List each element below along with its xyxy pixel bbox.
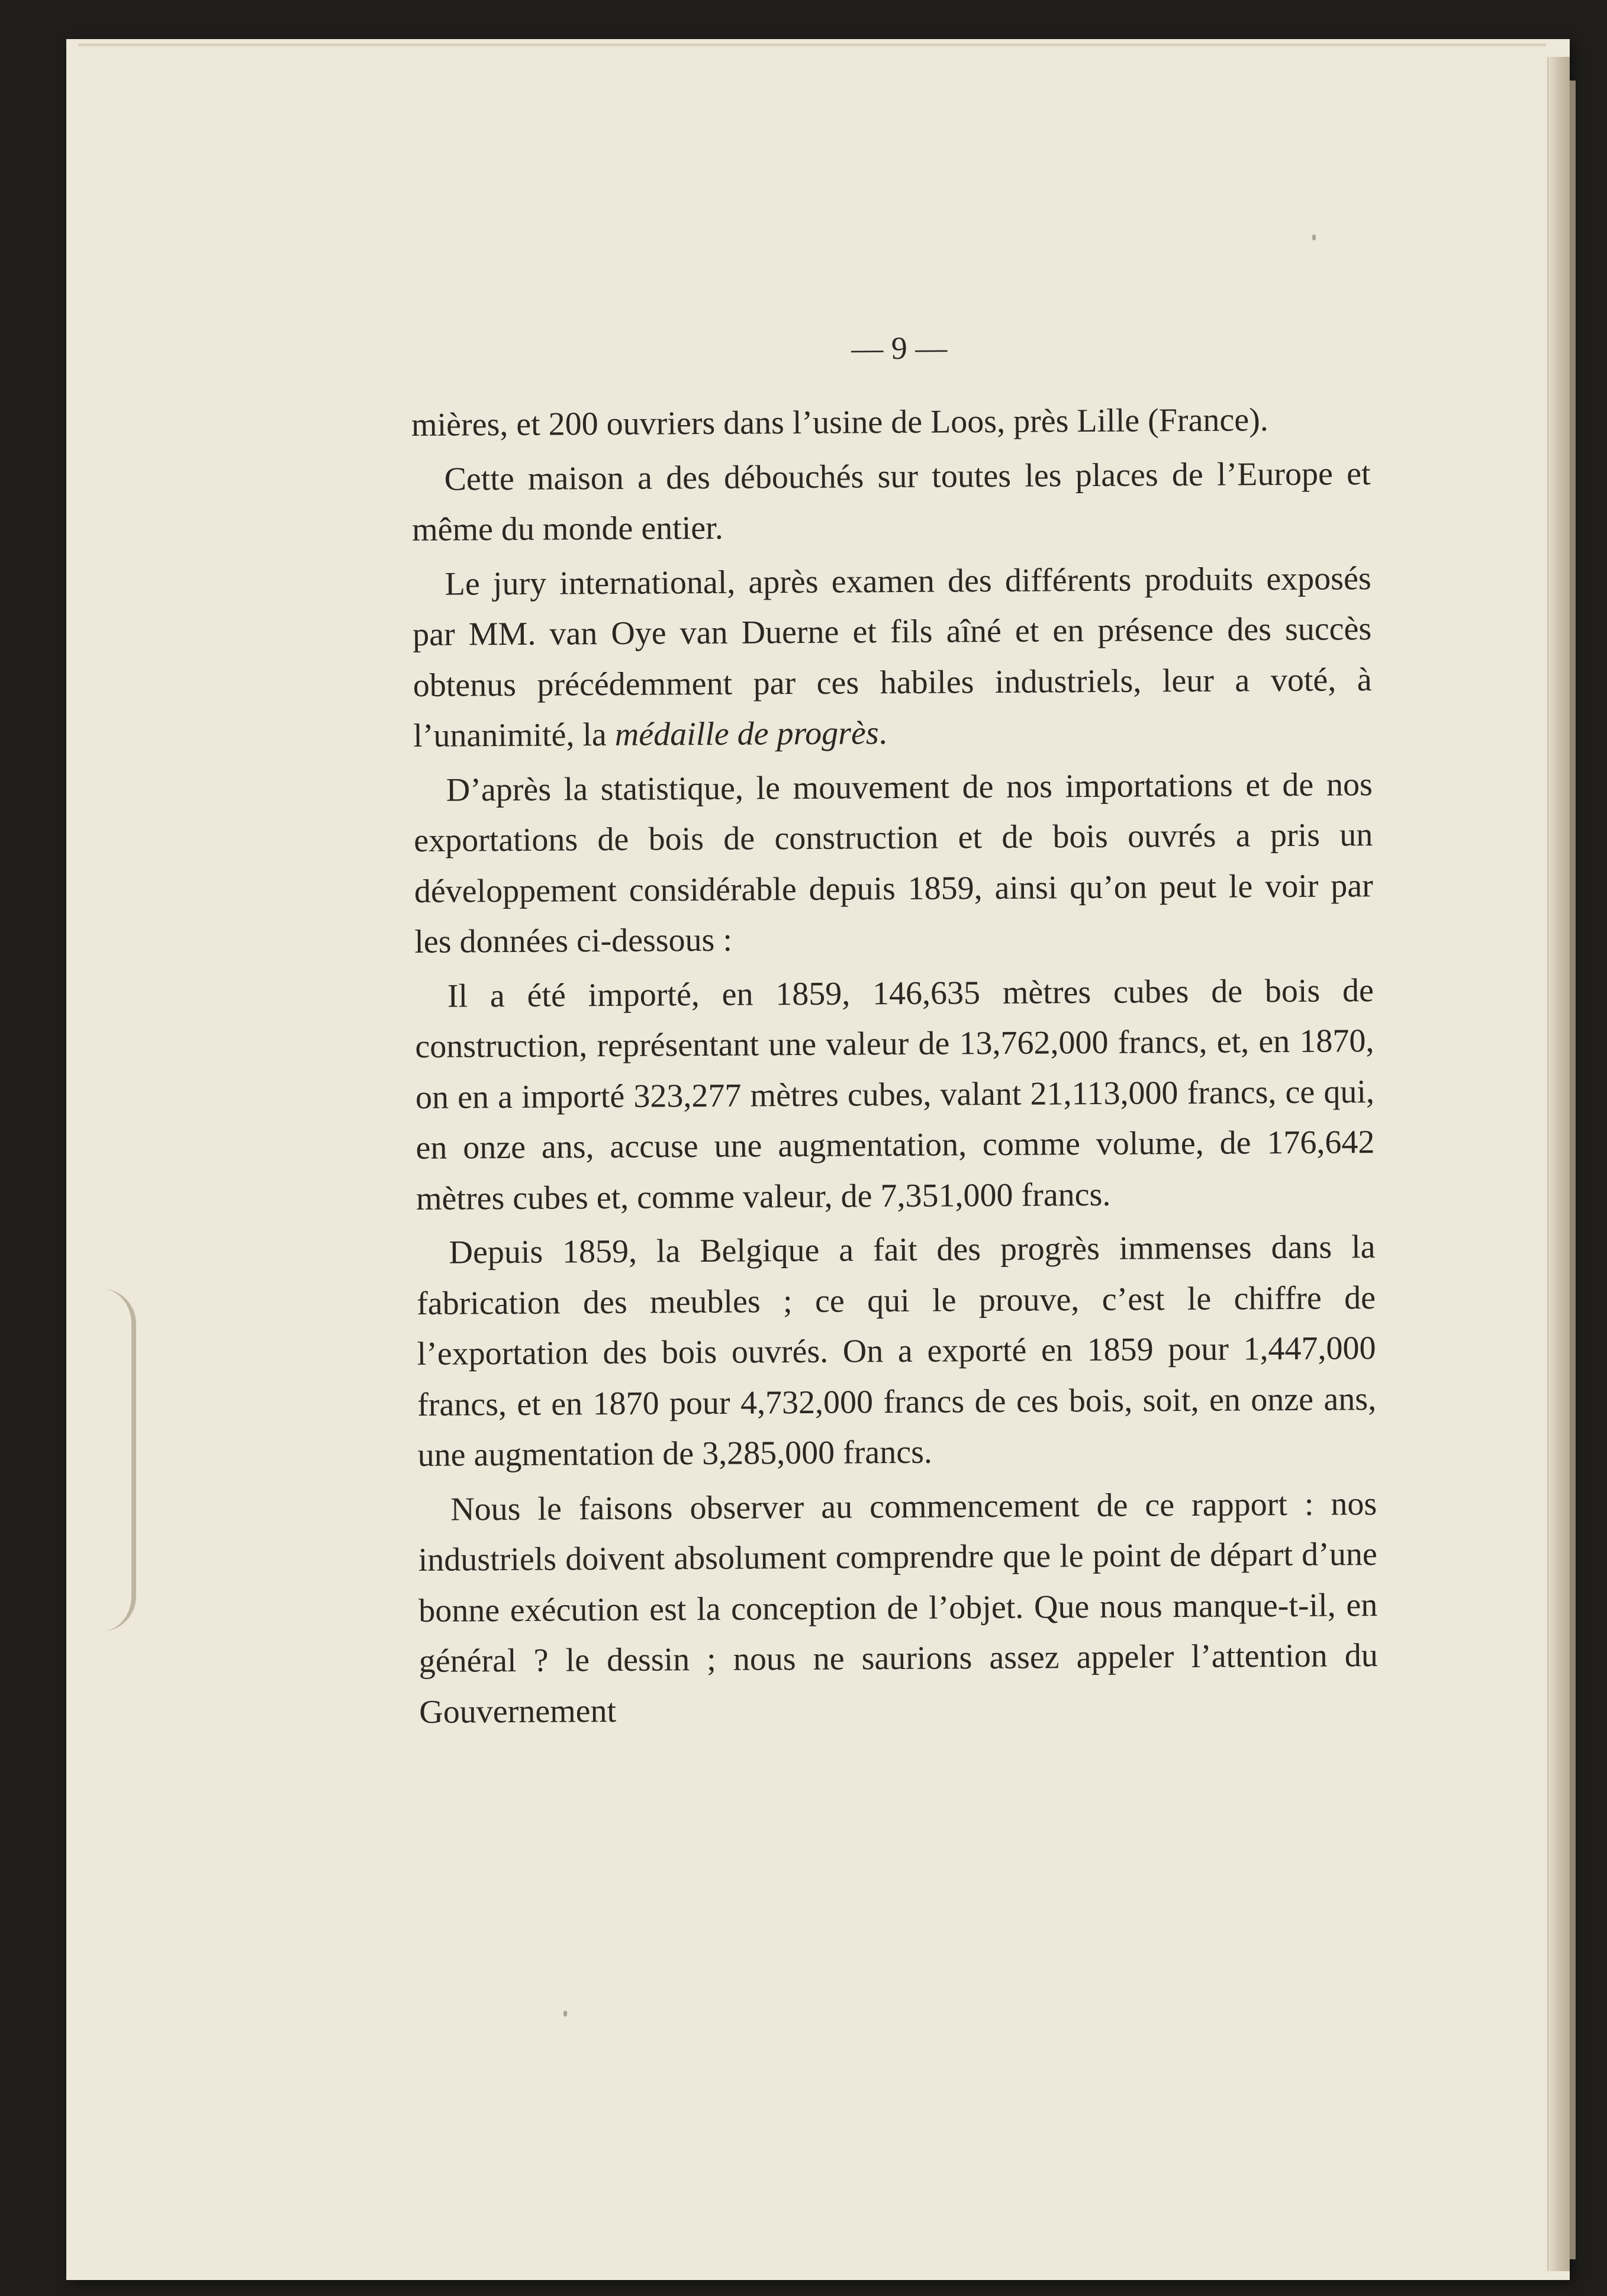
italic-text-segment: médaille de progrès (614, 715, 879, 753)
body-text (411, 320, 1379, 1738)
paragraph (412, 554, 1372, 762)
page-fore-edge (1547, 57, 1570, 2271)
page-fore-edge-shadow (1570, 81, 1576, 2259)
text-segment: Nous le faisons observer au commencement de ce rapport : nos industriels doivent absolument comprendre que le point de départ d’une bonne exécution est la conception de l’objet. Que nous manque-t-il, en général ? le dessin ; nous ne saurions assez appeler l’attention du Gouvernement (418, 1485, 1378, 1731)
text-segment: mières, et 200 ouvriers dans l’usine de Loos, près Lille (France). (411, 401, 1268, 443)
text-segment: Cette maison a des débouchés sur toutes les places de l’Europe et même du monde entier. (411, 455, 1371, 548)
text-segment: Depuis 1859, la Belgique a fait des progrès immenses dans la fabrication des meubles ; ce qui le prouve, c’est le chiffre de l’exportation des bois ouvrés. On a exporté en 1859 pour 1,447,000 francs, et en 1870 pour 4,732,000 francs de ces bois, soit, en onze ans, une augmentation de 3,285,000 francs. (416, 1229, 1377, 1474)
paragraph-list (411, 394, 1379, 1738)
text-segment: D’après la statistique, le mouvement de nos importations et de nos exportations de bois de construction et de bois ouvrés a pris un développement considérable depuis 1859, ainsi qu’on peut le voir par les données ci-dessous : (414, 766, 1373, 960)
paragraph (411, 394, 1370, 451)
text-segment: Il a été importé, en 1859, 146,635 mètres cubes de bois de construction, représentant une valeur de 13,762,000 francs, et, en 1870, on en a importé 323,277 mètres cubes, valant 21,113,000 francs, ce qui, en onze ans, accuse une augmentation, comme volume, de 176,642 mètres cubes et, comme valeur, de 7,351,000 francs. (415, 972, 1375, 1217)
paper-speck (563, 2011, 567, 2017)
paragraph (418, 1479, 1379, 1738)
paragraph (416, 1222, 1377, 1481)
paragraph (414, 760, 1374, 968)
text-segment: . (878, 715, 887, 752)
binding-crease (96, 1288, 136, 1632)
paragraph (415, 966, 1376, 1224)
paragraph (411, 449, 1371, 556)
page-top-edge (78, 44, 1546, 47)
book-page (66, 39, 1570, 2280)
text-segment: Le jury international, après examen des différents produits exposés par MM. van Oye van Duerne et fils aîné et en présence des succès obtenus précédemment par ces habiles industriels, leur a voté, à l’unanimité, la (412, 559, 1372, 754)
page-number: — 9 — (851, 330, 948, 366)
paper-speck (1312, 234, 1316, 240)
